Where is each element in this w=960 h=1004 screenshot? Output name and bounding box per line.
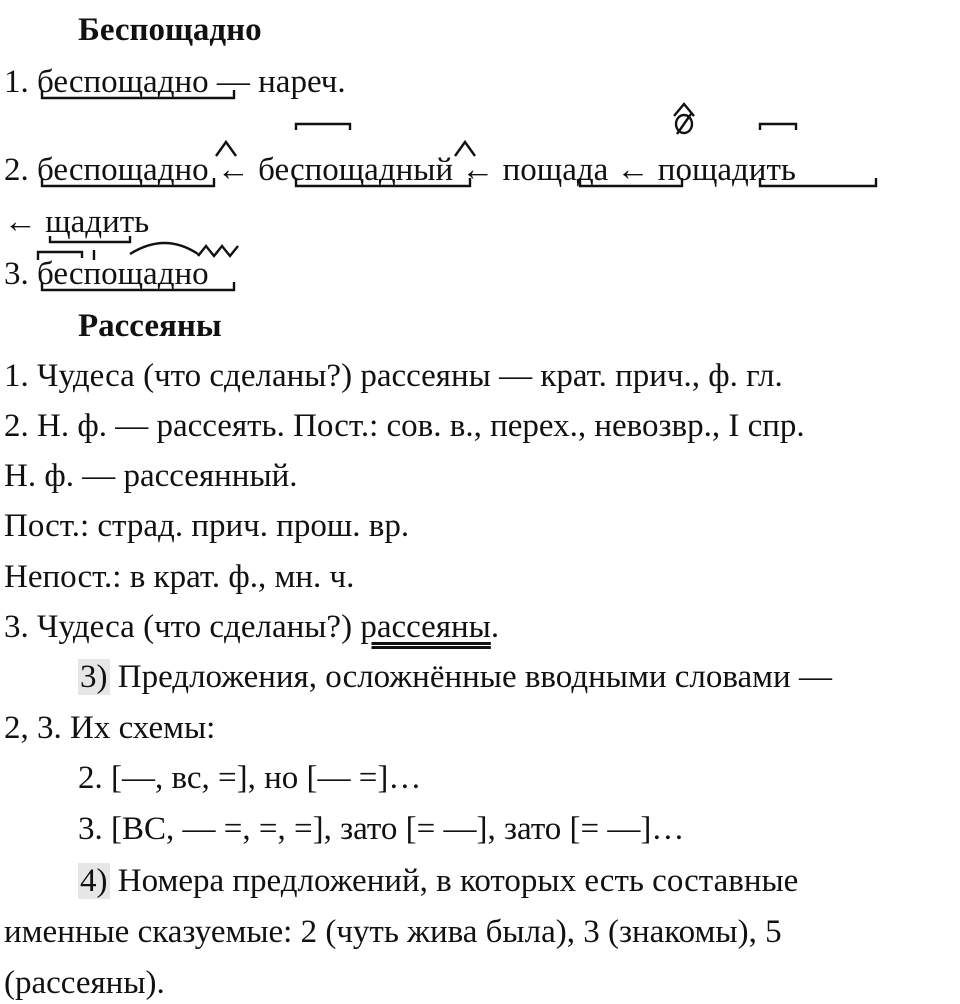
chain-arrow: ← — [4, 204, 46, 240]
word-formation-chain-cont — [4, 202, 149, 242]
text-line: 1. Чудеса (что сделаны?) рассеяны — крат. прич., ф. гл. — [4, 358, 783, 394]
chain-arrow: ← — [608, 152, 658, 188]
text-line: Пост.: страд. прич. прош. вр. — [4, 508, 410, 544]
section-title-besposhchadno: Беспощадно — [78, 12, 262, 48]
task-text: Номера предложений, в которых есть составные — [109, 863, 799, 899]
task-marker: 4) — [80, 863, 108, 899]
sentence-scheme: 2. [—, вс, =], но [— =]… — [78, 760, 422, 796]
task-3-line — [78, 657, 832, 697]
zero-ending-icon — [674, 104, 694, 116]
morpheme-analysis-line — [4, 254, 209, 294]
chain-word-3: пощада — [502, 152, 609, 188]
chain-arrow: ← — [208, 152, 259, 188]
task-4-line — [78, 861, 798, 901]
text-line: 2. Н. ф. — рассеять. Пост.: сов. в., перех., невозвр., I спр. — [4, 408, 805, 444]
predicate-double-underline: рассеяны — [360, 609, 491, 645]
text-line: именные сказуемые: 2 (чуть жива была), 3 (знакомы), 5 — [4, 914, 782, 950]
section-title-rasseyany: Рассеяны — [78, 308, 222, 344]
morpheme-word: беспощадно — [37, 256, 209, 292]
sentence-part: 3. Чудеса (что сделаны?) — [4, 609, 361, 645]
prefix-mark — [296, 124, 350, 130]
text-line: Непост.: в крат. ф., мн. ч. — [4, 559, 355, 595]
prefix-mark — [760, 124, 796, 130]
item-number: 1. — [4, 64, 29, 100]
chain-word-2: беспощадный — [258, 152, 454, 188]
task-text: Предложения, осложнённые вводными словами — — [109, 659, 832, 695]
analysis-line-1 — [4, 62, 346, 102]
analyzed-word: беспощадно — [37, 64, 209, 100]
chain-word-4: пощадить — [657, 152, 796, 188]
chain-word-5: щадить — [45, 204, 150, 240]
text-line: Н. ф. — рассеянный. — [4, 458, 298, 494]
chain-word-1: беспощадно — [37, 152, 209, 188]
period: . — [490, 609, 500, 645]
task-marker: 3) — [80, 659, 108, 695]
syntax-line — [4, 607, 499, 647]
item-number: 2. — [4, 152, 29, 188]
zero-ending-icon — [676, 115, 692, 133]
sentence-scheme: 3. [ВС, — =, =, =], зато [= —], зато [= —]… — [78, 811, 685, 847]
text-line: 2, 3. Их схемы: — [4, 710, 216, 746]
root-arc — [130, 243, 198, 254]
text-line: (рассеяны). — [4, 965, 165, 1001]
chain-arrow: ← — [453, 152, 503, 188]
part-of-speech-note: — нареч. — [208, 64, 346, 100]
word-formation-chain — [4, 150, 796, 190]
item-number: 3. — [4, 256, 29, 292]
